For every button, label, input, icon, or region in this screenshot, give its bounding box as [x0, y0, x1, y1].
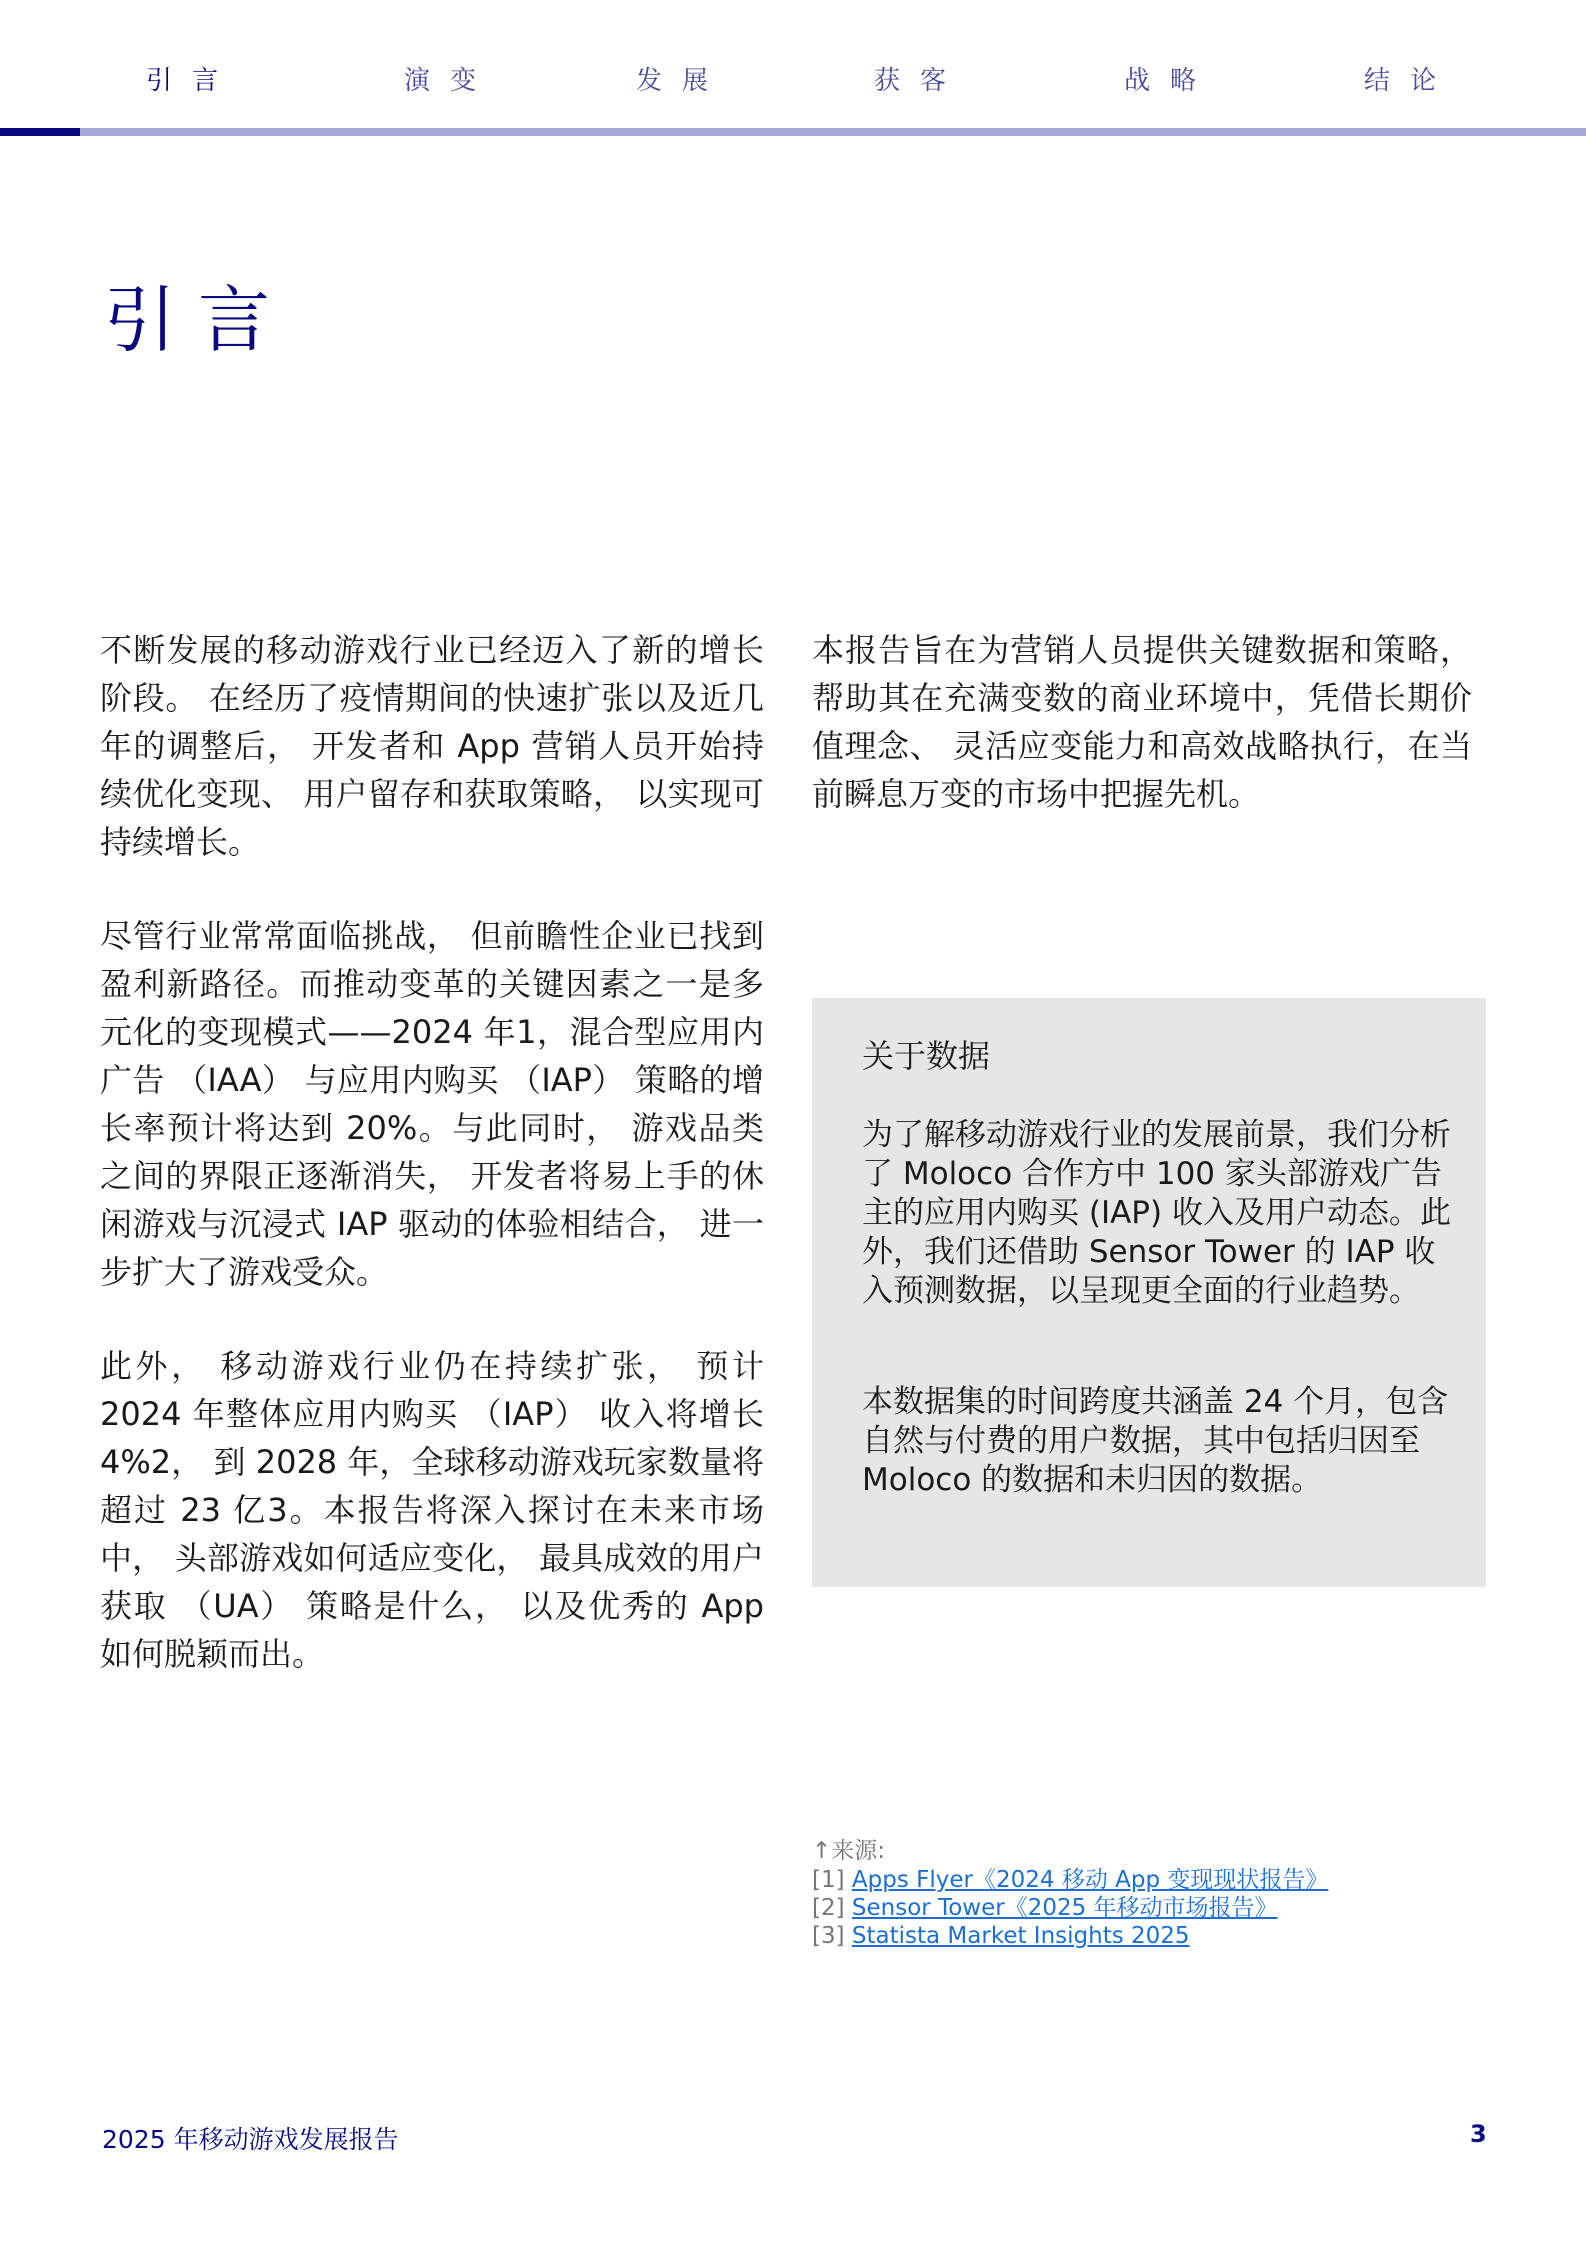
footer-report-title: 2025 年移动游戏发展报告 [102, 2125, 399, 2154]
source-number: [3] [812, 1923, 845, 1949]
source-link[interactable]: Apps Flyer《2024 移动 App 变现现状报告》 [851, 1867, 1329, 1893]
about-data-paragraph-1: 为了解移动游戏行业的发展前景，我们分析了 Moloco 合作方中 100 家头部游戏广告主的应用内购买 (IAP) 收入及用户动态。此外，我们还借助 Sensor Tower 的 IAP 收入预测数据，以呈现更全面的行业趋势。 [862, 1117, 1451, 1309]
intro-paragraph-2: 尽管行业常常面临挑战， 但前瞻性企业已找到盈利新路径。而推动变革的关键因素之一是多元化的变现模式——2024 年1，混合型应用内广告 （IAA） 与应用内购买 （IAP） 策略的增长率预计将达到 20%。与此同时， 游戏品类之间的界限正逐渐消失， 开发者将易上手的休闲游戏与沉浸式 IAP 驱动的体验相结合， 进一步扩大了游戏受众。 [100, 917, 764, 1291]
about-data-title: 关于数据 [862, 1037, 991, 1075]
source-item [812, 1922, 1512, 1950]
nav-item-intro[interactable]: 引言 [146, 66, 239, 96]
nav-item-conclusion[interactable]: 结论 [1364, 66, 1457, 96]
nav-item-strategy[interactable]: 战略 [1124, 66, 1217, 96]
report-purpose-paragraph: 本报告旨在为营销人员提供关键数据和策略，帮助其在充满变数的商业环境中，凭借长期价值理念、 灵活应变能力和高效战略执行，在当前瞬息万变的市场中把握先机。 [812, 631, 1472, 813]
left-column [100, 626, 780, 1678]
source-item [812, 1894, 1512, 1922]
source-number: [1] [812, 1867, 845, 1893]
nav-item-development[interactable]: 发展 [636, 66, 729, 96]
source-item [812, 1866, 1512, 1894]
page-title: 引言 [104, 278, 293, 362]
about-data-paragraph-2: 本数据集的时间跨度共涵盖 24 个月，包含自然与付费的用户数据，其中包括归因至 Moloco 的数据和未归因的数据。 [862, 1384, 1449, 1498]
source-number: [2] [812, 1895, 845, 1921]
top-nav [0, 0, 1586, 130]
nav-progress-track [0, 128, 1586, 136]
page-number: 3 [1470, 2120, 1487, 2148]
right-column [812, 626, 1492, 818]
source-link[interactable]: Sensor Tower《2025 年移动市场报告》 [851, 1895, 1278, 1921]
intro-paragraph-1: 不断发展的移动游戏行业已经迈入了新的增长阶段。 在经历了疫情期间的快速扩张以及近几年的调整后， 开发者和 App 营销人员开始持续优化变现、 用户留存和获取策略， 以实现可持续增长。 [100, 631, 764, 861]
intro-paragraph-3: 此外， 移动游戏行业仍在持续扩张， 预计 2024 年整体应用内购买 （IAP） 收入将增长 4%2， 到 2028 年，全球移动游戏玩家数量将超过 23 亿3。本报告将深入探讨在未来市场中， 头部游戏如何适应变化， 最具成效的用户获取 （UA） 策略是什么， 以及优秀的 App 如何脱颖而出。 [100, 1347, 764, 1673]
about-data-box [812, 998, 1486, 1587]
sources-title: ↑来源: [812, 1838, 886, 1864]
nav-item-acquisition[interactable]: 获客 [874, 66, 967, 96]
nav-item-evolution[interactable]: 演变 [404, 66, 497, 96]
sources-list [812, 1836, 1512, 1950]
nav-progress-active [0, 128, 80, 136]
source-link[interactable]: Statista Market Insights 2025 [851, 1923, 1190, 1949]
